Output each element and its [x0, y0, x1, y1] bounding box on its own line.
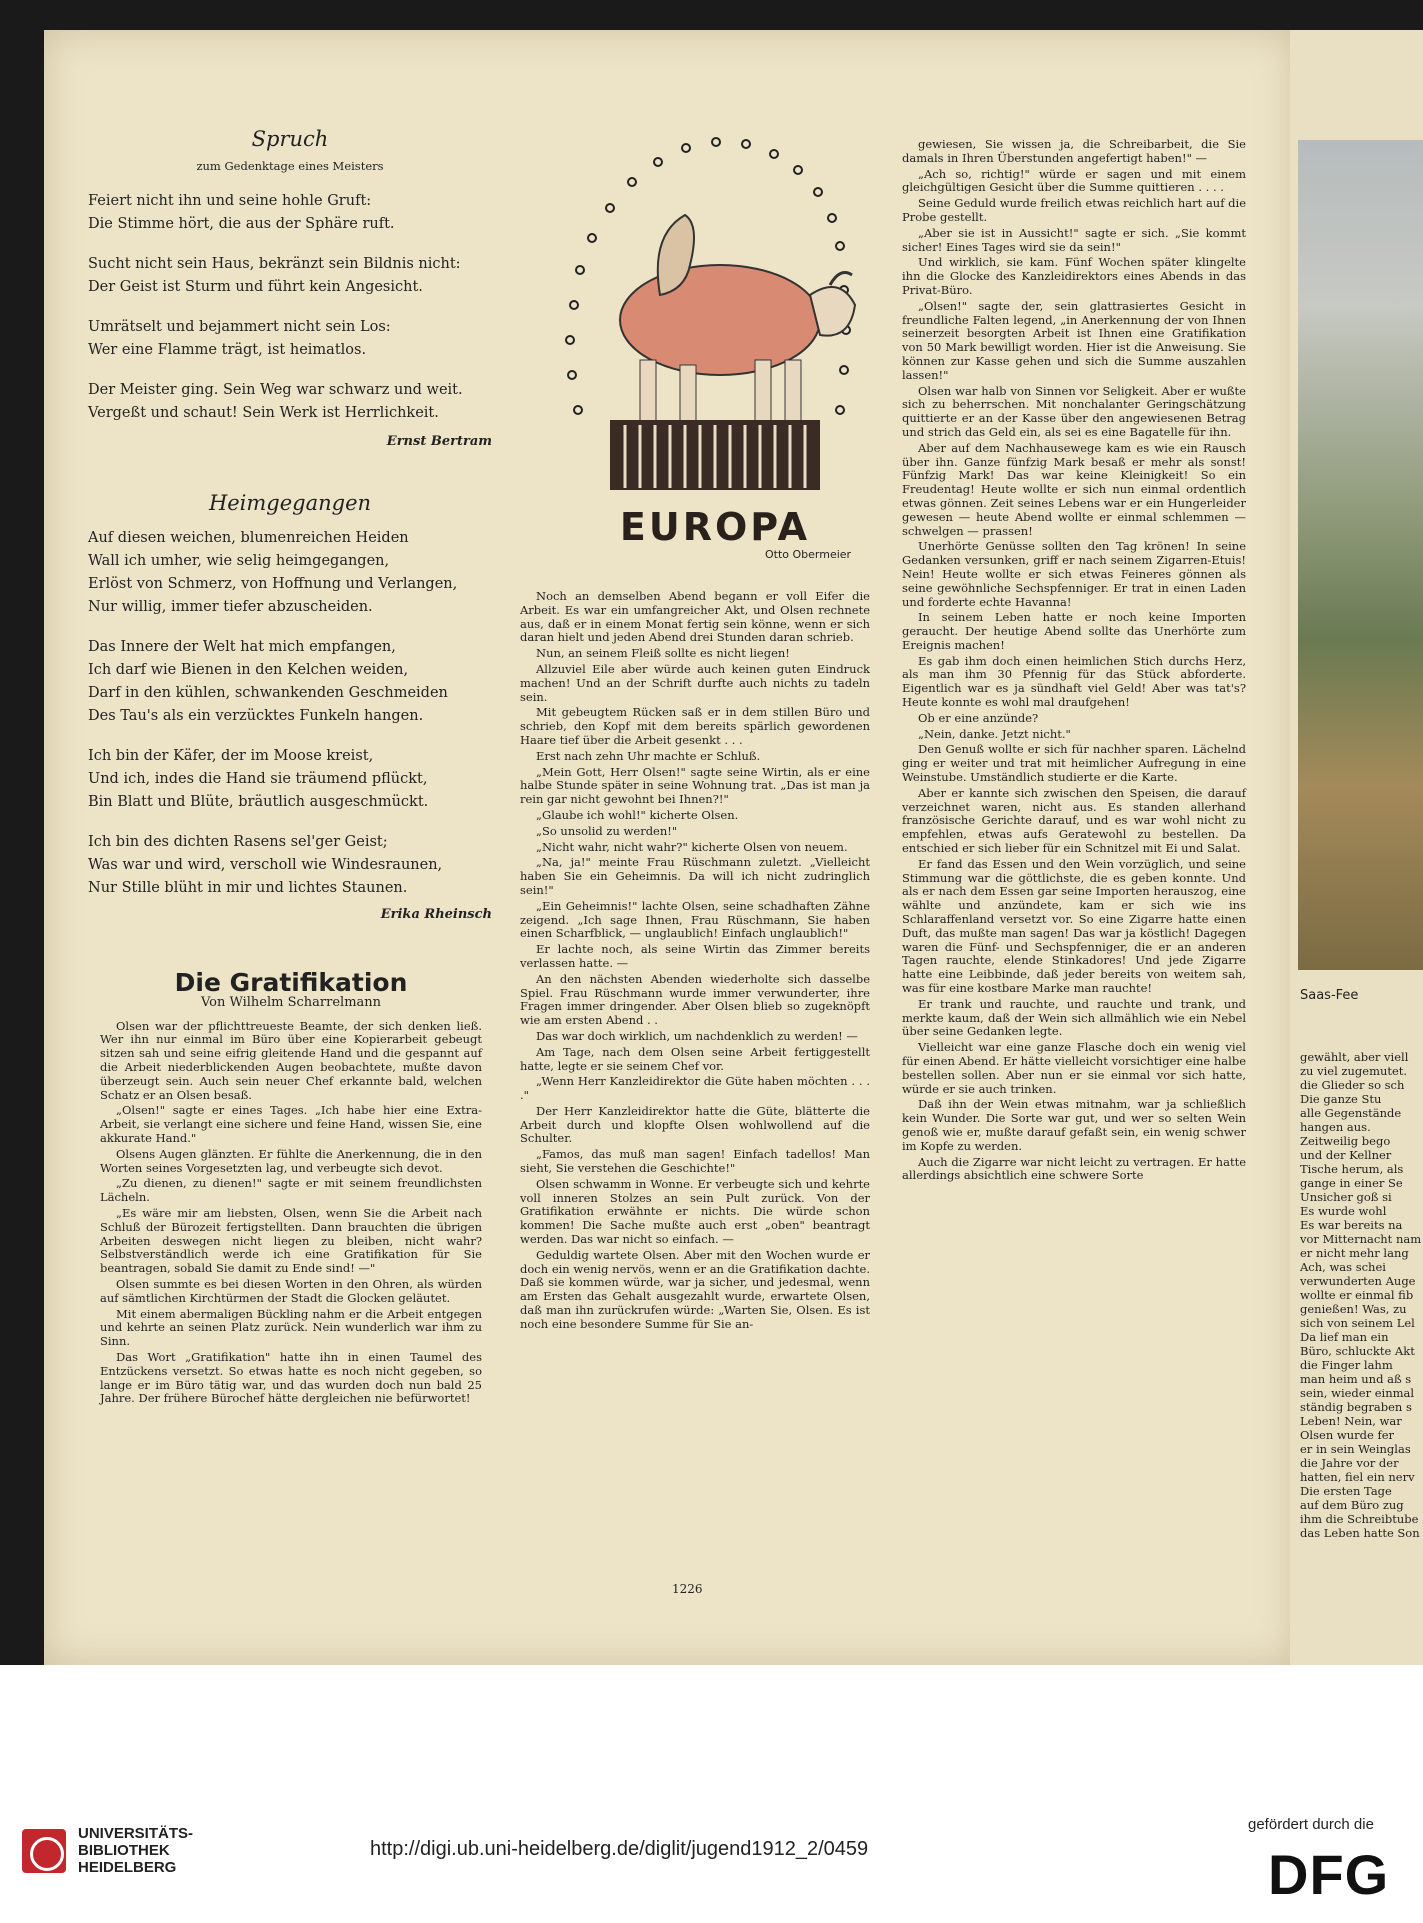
poem-body — [88, 190, 492, 425]
paragraph: Er lachte noch, als seine Wirtin das Zimmer bereits verlassen hatte. — — [520, 942, 870, 970]
poem-stanza — [88, 316, 492, 362]
paragraph: Erst nach zehn Uhr machte er Schluß. — [536, 748, 761, 763]
poem-spruch — [88, 128, 492, 453]
illustration-label: EUROPA — [619, 505, 811, 549]
facing-text-line: Die ersten Tage — [1300, 1484, 1392, 1498]
poem-stanza — [88, 831, 492, 900]
paragraph: „Na, ja!" meinte Frau Rüschmann zuletzt. „Vielleicht haben Sie ein Geheimnis. Da will ich nicht zudringlich sein!" — [520, 855, 870, 897]
paragraph: In seinem Leben hatte er noch keine Importen geraucht. Der heutige Abend sollte das Unerhörte zum Ereignis machen! — [902, 610, 1246, 652]
poem-stanza — [88, 745, 492, 814]
poem-line: Bin Blatt und Blüte, bräutlich ausgeschmückt. — [88, 794, 429, 810]
permalink-url[interactable]: http://digi.ub.uni-heidelberg.de/diglit/jugend1912_2/0459 — [370, 1838, 869, 1860]
poem-heimgegangen — [88, 492, 492, 926]
poem-body — [88, 527, 492, 900]
facing-text-line: Zeitweilig bego — [1300, 1134, 1391, 1148]
facing-text-line: hangen aus. — [1300, 1120, 1371, 1134]
facing-text-line: Leben! Nein, war — [1300, 1414, 1402, 1428]
facing-text-line: gange in einer Se — [1300, 1176, 1403, 1190]
poem-line: Vergeßt und schaut! Sein Werk ist Herrlichkeit. — [88, 405, 439, 421]
logo-line-2: BIBLIOTHEK — [78, 1842, 170, 1859]
poem-line: Und ich, indes die Hand sie träumend pflückt, — [88, 771, 428, 787]
poem-line: Was war und wird, verscholl wie Windesraunen, — [88, 857, 443, 873]
facing-page-text — [1300, 1050, 1423, 1540]
facing-text-line: auf dem Büro zug — [1300, 1498, 1404, 1512]
facing-text-line: sein, wieder einmal — [1300, 1386, 1415, 1400]
poem-line: Wall ich umher, wie selig heimgegangen, — [88, 553, 390, 569]
sponsor-label: gefördert durch die — [1248, 1816, 1374, 1833]
paragraph: Den Genuß wollte er sich für nachher sparen. Lächelnd ging er weiter und trat mit heimlicher Aufregung in eine Weinstube. Umständlich studierte er die Karte. — [902, 742, 1246, 785]
poem-line: Nur Stille blüht in mir und lichtes Staunen. — [88, 880, 408, 896]
library-logo[interactable] — [22, 1825, 193, 1876]
poem-line: Ich bin des dichten Rasens sel'ger Geist; — [88, 834, 388, 850]
paragraph: Er fand das Essen und den Wein vorzüglich, und seine Stimmung war die göttlichste, die es geben konnte. Und als er nach dem Essen gar seine Importen herauszog, eine wählte und anzündete, kam er sich wie ins Schlaraffenland versetzt vor. So eine Zigarre hatte einen Duft, das mußte man sagen! Das war ja köstlich! Dagegen waren die Fünf- und Sechspfenniger, die er an anderen Tagen rauchte, elende Stinkadores! Und jede Zigarre hatte eine Leibbinde, daß jeder bereits von weitem sah, was für eine kostbare Marke man rauchte! — [902, 856, 1246, 996]
poem-line: Umrätselt und bejammert nicht sein Los: — [88, 319, 391, 335]
facing-text-line: er nicht mehr lang — [1300, 1246, 1409, 1260]
facing-text-line: Da lief man ein — [1300, 1330, 1389, 1344]
facing-text-line: Ach, was schei — [1300, 1260, 1386, 1274]
poem-line: Sucht nicht sein Haus, bekränzt sein Bildnis nicht: — [88, 256, 461, 272]
page-number: 1226 — [672, 1582, 703, 1596]
logo-line-3: HEIDELBERG — [78, 1859, 177, 1876]
facing-text-line: die Jahre vor der — [1300, 1456, 1399, 1470]
poem-stanza — [88, 636, 492, 728]
facing-text-line: alle Gegenstände — [1300, 1106, 1402, 1120]
paragraph: „Olsen!" sagte er eines Tages. „Ich habe hier eine Extra-Arbeit, sie verlangt eine sichere und feine Hand, wissen Sie, eine akkurate Hand." — [100, 1103, 482, 1145]
facing-text-line: zu viel zugemutet. — [1300, 1064, 1408, 1078]
poem-subtitle: zum Gedenktage eines Meisters — [196, 159, 384, 173]
paragraph: Geduldig wartete Olsen. Aber mit den Wochen wurde er doch ein wenig nervös, wenn er an die Gratifikation dachte. Daß sie kommen würde, war ja sicher, und jedesmal, wenn am Ersten das Gehalt ausgezahlt wurde, erwartete Olsen, daß man ihn zurückrufen würde: „Warten Sie, Olsen. Es ist noch eine besondere Summe für Sie an- — [520, 1247, 870, 1331]
poem-line: Ich darf wie Bienen in den Kelchen weiden, — [88, 662, 409, 678]
facing-text-line: verwunderten Auge — [1300, 1274, 1416, 1288]
paragraph: „Nein, danke. Jetzt nicht." — [918, 726, 1071, 741]
viewer-footer — [0, 1665, 1423, 1923]
poem-line: Die Stimme hört, die aus der Sphäre ruft. — [88, 216, 395, 232]
poem-line: Der Meister ging. Sein Weg war schwarz und weit. — [88, 382, 463, 398]
seal-icon — [22, 1829, 66, 1873]
poem-title: Spruch — [251, 127, 329, 151]
facing-text-line: gewählt, aber viell — [1300, 1050, 1409, 1064]
paragraph: „Glaube ich wohl!" kicherte Olsen. — [536, 807, 739, 822]
facing-text-line: wollte er einmal fib — [1300, 1288, 1414, 1302]
poem-author: Ernst Bertram — [386, 434, 492, 449]
paragraph: Olsen war der pflichttreueste Beamte, der sich denken ließ. Wer ihn nur einmal im Büro über eine Kopierarbeit gebeugt sitzen sah und seine eifrig gleitende Hand und die gespannt auf die Arbeit niederblickenden Augen beobachtete, mußte davon überzeugt sein. Auch sein neuer Chef erkannte bald, welchen Schatz er an Olsen besaß. — [100, 1018, 482, 1102]
facing-text-line: hatten, fiel ein nerv — [1300, 1470, 1415, 1484]
paragraph: Das war doch wirklich, um nachdenklich zu werden! — — [536, 1028, 858, 1043]
story-text — [100, 1020, 482, 1407]
facing-text-line: die Finger lahm — [1300, 1358, 1393, 1372]
paragraph: Mit einem abermaligen Bückling nahm er die Arbeit entgegen und kehrte an seinen Platz zurück. Nein wunderlich war ihm zu Sinn. — [100, 1306, 482, 1349]
poem-stanza — [88, 253, 492, 299]
paragraph: Aber auf dem Nachhausewege kam es wie ein Rausch über ihn. Ganze fünfzig Mark besaß er mehr als sonst! Fünfzig Mark! Das war keine Kleinigkeit! So ein Freudentag! Heute wollte er sich nun einmal ordentlich etwas gönnen. Zeit seines Lebens war er ein Hungerleider gewesen — heute Abend wollte er einmal schlemmen — schwelgen — prassen! — [902, 440, 1246, 538]
paragraph: Vielleicht war eine ganze Flasche doch ein wenig viel für einen Abend. Er hätte vielleicht vorsichtiger eine halbe bestellen sollen. Aber nun er sie einmal vor sich hatte, würde er sie auch trinken. — [902, 1040, 1247, 1096]
facing-text-line: die Glieder so sch — [1300, 1078, 1405, 1092]
poem-line: Erlöst von Schmerz, von Hoffnung und Verlangen, — [88, 576, 458, 592]
paragraph: Seine Geduld wurde freilich etwas reichlich hart auf die Probe gestellt. — [902, 196, 1246, 224]
poem-stanza — [88, 190, 492, 236]
paragraph: „Ach so, richtig!" würde er sagen und mit einem gleichgültigen Gesicht über die Summe quittieren . . . . — [902, 166, 1246, 195]
facing-text-line: ständig begraben s — [1300, 1400, 1412, 1414]
paragraph: Olsen schwamm in Wonne. Er verbeugte sich und kehrte voll inneren Stolzes an sein Pult zurück. Von der Gratifikation erwähnte er nichts. Die würde schon kommen! Die Sache mußte auch erst „oben" beantragt werden. Das war nicht so einfach. — — [520, 1176, 870, 1247]
story-text — [902, 138, 1246, 1183]
paragraph: Allzuviel Eile aber würde auch keinen guten Eindruck machen! Und an der Schrift durfte auch nichts zu tadeln sein. — [520, 661, 870, 704]
facing-text-line: Olsen wurde fer — [1300, 1428, 1395, 1442]
facing-text-line: ihm die Schreibtube — [1300, 1512, 1419, 1526]
paragraph: „Olsen!" sagte der, sein glattrasiertes Gesicht in freundliche Falten legend, „in Anerkennung der von Ihnen seinerzeit besorgten Arbeit ist Ihnen eine Gratifikation von 50 Mark bewilligt worden. Hier ist die Anweisung. Sie können zur Kasse gehen und sich die Summe auszahlen lassen!" — [902, 298, 1246, 382]
paragraph: „Zu dienen, zu dienen!" sagte er mit seinem freundlichsten Lächeln. — [100, 1176, 482, 1205]
paragraph: Es gab ihm doch einen heimlichen Stich durchs Herz, als man ihm 30 Pfennig für das Stück abforderte. Eigentlich war es ja sündhaft viel Geld! Aber was tat's? Heute konnte es wohl mal draufgehen! — [902, 653, 1246, 710]
poem-line: Des Tau's als ein verzücktes Funkeln hangen. — [88, 708, 424, 724]
paragraph: Unerhörte Genüsse sollten den Tag krönen! In seine Gedanken versunken, griff er nach seinem Zigarren-Etuis! Nein! Heute wollte er sich etwas Feineres gönnen als seine gewöhnliche Sechspfenniger. Er trat in einen Laden und forderte echte Havanna! — [902, 539, 1246, 609]
story-column-1 — [100, 968, 482, 1408]
paragraph: „Es wäre mir am liebsten, Olsen, wenn Sie die Arbeit nach Schluß der Bürozeit fertigstellten. Dann brauchten die übrigen Arbeiten deswegen nicht liegen zu bleiben, nicht wahr? Selbstverständlich werde ich eine Gratifikation für Sie beantragen, sobald Sie damit zu Ende sind! —" — [100, 1205, 482, 1276]
poem-line: Nur willig, immer tiefer abzuscheiden. — [88, 599, 373, 615]
paragraph: Olsens Augen glänzten. Er fühlte die Anerkennung, die in den Worten seines Vorgesetzten lag, und verbeugte sich devot. — [100, 1146, 482, 1175]
paragraph: „So unsolid zu werden!" — [536, 823, 678, 838]
dfg-logo[interactable]: DFG — [1268, 1843, 1390, 1906]
paragraph: „Famos, das muß man sagen! Einfach tadellos! Man sieht, Sie verstehen die Geschichte!" — [520, 1147, 870, 1176]
facing-text-line: das Leben hatte Son — [1300, 1526, 1420, 1540]
poem-title: Heimgegangen — [208, 491, 372, 515]
poem-stanza — [88, 379, 492, 425]
facing-page — [1290, 30, 1423, 1670]
story-column-3 — [902, 138, 1246, 1185]
paragraph: Noch an demselben Abend begann er voll Eifer die Arbeit. Es war ein umfangreicher Akt, und Olsen rechnete aus, daß er in einem Monat fertig sein könne, wenn er sich daran hielt und jeden Abend drei Stunden daran schrieb. — [520, 589, 870, 645]
paragraph: Aber er kannte sich zwischen den Speisen, die darauf verzeichnet waren, nicht aus. Es standen allerhand französische Gerichte darauf, und es war wohl nicht zu empfehlen, etwas aufs Geratewohl zu bestellen. Da entschied er sich lieber für ein Schnitzel mit Ei und Salat. — [902, 785, 1246, 856]
story-byline: Von Wilhelm Scharrelmann — [200, 994, 382, 1010]
facing-text-line: und der Kellner — [1300, 1148, 1392, 1162]
story-text — [520, 590, 870, 1332]
poem-stanza — [88, 527, 492, 619]
paragraph: Der Herr Kanzleidirektor hatte die Güte, blätterte die Arbeit durch und klopfte Olsen wohlwollend auf die Schulter. — [520, 1103, 870, 1146]
poem-line: Auf diesen weichen, blumenreichen Heiden — [88, 530, 409, 546]
facing-text-line: Büro, schluckte Akt — [1300, 1344, 1415, 1358]
saas-fee-painting — [1298, 140, 1423, 970]
facing-text-line: Unsicher goß si — [1300, 1190, 1392, 1204]
facing-text-line: Es wurde wohl — [1300, 1204, 1387, 1218]
story-title: Die Gratifikation — [174, 968, 408, 997]
story-column-2 — [520, 590, 870, 1334]
facing-text-line: er in sein Weinglas — [1300, 1442, 1411, 1456]
paragraph: Auch die Zigarre war nicht leicht zu vertragen. Er hatte allerdings absichtlich eine schwere Sorte — [902, 1154, 1246, 1183]
paragraph: Nun, an seinem Fleiß sollte es nicht liegen! — [536, 646, 790, 661]
paragraph: Das Wort „Gratifikation" hatte ihn in einen Taumel des Entzückens versetzt. So etwas hatte es noch nicht gegeben, so lange er im Büro tätig war, und das wurden doch nun bald 25 Jahre. Der frühere Bürochef hätte dergleichen nie befürwortet! — [100, 1349, 482, 1406]
paragraph: „Mein Gott, Herr Olsen!" sagte seine Wirtin, als er eine halbe Stunde später in seine Wohnung trat. „Das ist man ja rein gar nicht gewohnt bei Ihnen?!" — [520, 764, 870, 807]
facing-text-line: vor Mitternacht nam — [1300, 1232, 1422, 1246]
paragraph: „Ein Geheimnis!" lachte Olsen, seine schadhaften Zähne zeigend. „Ich sage Ihnen, Frau Rüschmann, Sie haben einen Scharfblick, — unglaublich! Einfach unglaublich!" — [520, 898, 870, 941]
poem-line: Der Geist ist Sturm und führt kein Angesicht. — [88, 279, 423, 295]
facing-text-line: genießen! Was, zu — [1300, 1302, 1407, 1316]
paragraph: „Wenn Herr Kanzleidirektor die Güte haben möchten . . . ." — [520, 1074, 870, 1103]
paragraph: Daß ihn der Wein etwas mitnahm, war ja schließlich kein Wunder. Die Sorte war gut, und wer so selten Wein genoß wie er, mußte darauf gefaßt sein, ein wenig schwer im Kopfe zu werden. — [902, 1097, 1246, 1153]
poem-line: Feiert nicht ihn und seine hohle Gruft: — [88, 193, 372, 209]
facing-text-line: Die ganze Stu — [1300, 1092, 1382, 1106]
poem-line: Ich bin der Käfer, der im Moose kreist, — [88, 748, 374, 764]
paragraph: gewiesen, Sie wissen ja, die Schreibarbeit, die Sie damals in Ihren Überstunden angefertigt haben!" — — [902, 137, 1246, 165]
logo-line-1: UNIVERSITÄTS- — [78, 1825, 194, 1842]
paragraph: Am Tage, nach dem Olsen seine Arbeit fertiggestellt hatte, legte er sie seinem Chef vor. — [520, 1044, 870, 1073]
facing-text-line: Es war bereits na — [1300, 1218, 1403, 1232]
paragraph: „Nicht wahr, nicht wahr?" kicherte Olsen von neuem. — [536, 839, 848, 854]
paragraph: Und wirklich, sie kam. Fünf Wochen später klingelte ihn die Glocke des Kanzleidirektors eines Abends in das Privat-Büro. — [902, 255, 1246, 297]
paragraph: Olsen summte es bei diesen Worten in den Ohren, als würden auf sämtlichen Kirchtürmen der Stadt die Glocken geläutet. — [100, 1276, 482, 1305]
poem-line: Darf in den kühlen, schwankenden Geschmeiden — [88, 685, 448, 701]
paragraph: „Aber sie ist in Aussicht!" sagte er sich. „Sie kommt sicher! Eines Tages wird sie da sein!" — [902, 225, 1246, 254]
illustration-credit: Otto Obermeier — [765, 548, 852, 561]
facing-text-line: man heim und aß s — [1300, 1372, 1412, 1386]
paragraph: An den nächsten Abenden wiederholte sich dasselbe Spiel. Frau Rüschmann wurde immer verwunderter, ihre Fragen immer dringender. Aber Olsen blieb so zugeknöpft wie am ersten Abend . . — [520, 971, 870, 1028]
poem-line: Wer eine Flamme trägt, ist heimatlos. — [88, 342, 367, 358]
europa-illustration — [540, 120, 860, 570]
paragraph: Er trank und rauchte, und rauchte und trank, und merkte kaum, daß der Wein sich allmählich wie ein Nebel über seine Gedanken legte. — [902, 996, 1246, 1039]
paragraph: Mit gebeugtem Rücken saß er in dem stillen Büro und schrieb, den Kopf mit dem bereits spärlich gewordenen Haare tief über die Arbeit gesenkt . . . — [520, 705, 870, 747]
facing-text-line: sich von seinem Lel — [1300, 1316, 1415, 1330]
poem-author: Erika Rheinsch — [380, 907, 492, 922]
paragraph: Olsen war halb von Sinnen vor Seligkeit. Aber er wußte sich zu beherrschen. Mit nonchalanter Geringschätzung quittierte er an der Kasse über den angewiesenen Betrag und strich das Geld ein, als sei es eine Bagatelle für ihn. — [902, 383, 1246, 439]
poem-line: Das Innere der Welt hat mich empfangen, — [88, 639, 396, 655]
painting-caption: Saas-Fee — [1300, 988, 1359, 1003]
paragraph: Ob er eine anzünde? — [918, 710, 1039, 725]
facing-text-line: Tische herum, als — [1300, 1162, 1404, 1176]
